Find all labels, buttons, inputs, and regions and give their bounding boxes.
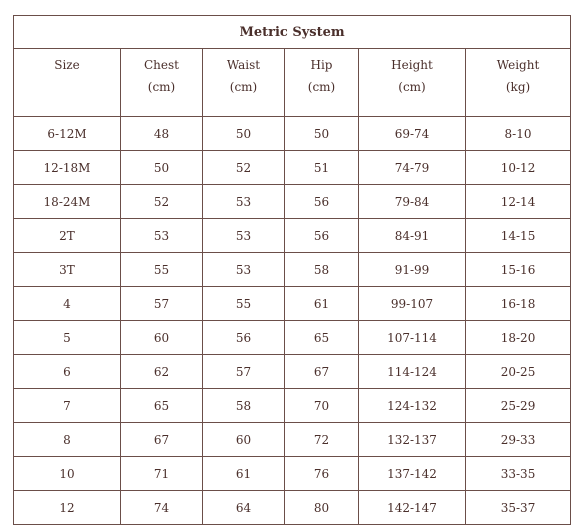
table-body [14,117,571,525]
cell-chest: 52 [121,185,203,219]
column-header-unit: (cm) [398,80,426,94]
table-row [14,185,571,219]
cell-weight: 14-15 [466,219,571,253]
column-header-label: Weight [496,58,540,72]
cell-hip: 70 [285,389,359,423]
column-header-label: Size [54,58,80,72]
column-header-weight [466,49,571,117]
cell-height: 114-124 [359,355,466,389]
cell-size: 8 [14,423,121,457]
table-row [14,457,571,491]
title-row [14,16,571,49]
cell-height: 69-74 [359,117,466,151]
cell-weight: 25-29 [466,389,571,423]
cell-weight: 12-14 [466,185,571,219]
cell-hip: 50 [285,117,359,151]
cell-weight: 16-18 [466,287,571,321]
column-header-unit: (cm) [147,80,176,94]
cell-weight: 10-12 [466,151,571,185]
cell-chest: 55 [121,253,203,287]
cell-waist: 58 [203,389,285,423]
column-header-label: Hip [310,58,333,72]
cell-size: 6 [14,355,121,389]
cell-hip: 58 [285,253,359,287]
cell-waist: 53 [203,253,285,287]
header-row [14,49,571,117]
cell-weight: 15-16 [466,253,571,287]
column-header-unit: (cm) [307,80,336,94]
cell-hip: 61 [285,287,359,321]
table-row [14,355,571,389]
column-header-chest [121,49,203,117]
cell-chest: 53 [121,219,203,253]
cell-weight: 18-20 [466,321,571,355]
cell-weight: 29-33 [466,423,571,457]
table-row [14,321,571,355]
cell-weight: 8-10 [466,117,571,151]
table-row [14,491,571,525]
cell-waist: 56 [203,321,285,355]
cell-chest: 48 [121,117,203,151]
column-header-label: Waist [226,58,261,72]
cell-size: 12 [14,491,121,525]
table-title: Metric System [14,16,571,49]
cell-chest: 57 [121,287,203,321]
cell-size: 3T [14,253,121,287]
cell-chest: 67 [121,423,203,457]
cell-size: 7 [14,389,121,423]
cell-height: 132-137 [359,423,466,457]
cell-hip: 51 [285,151,359,185]
cell-weight: 20-25 [466,355,571,389]
cell-waist: 64 [203,491,285,525]
cell-waist: 60 [203,423,285,457]
cell-size: 18-24M [14,185,121,219]
cell-weight: 35-37 [466,491,571,525]
column-header-unit: (kg) [505,80,531,94]
cell-height: 99-107 [359,287,466,321]
cell-hip: 72 [285,423,359,457]
cell-hip: 67 [285,355,359,389]
cell-height: 142-147 [359,491,466,525]
cell-waist: 53 [203,185,285,219]
cell-height: 84-91 [359,219,466,253]
cell-waist: 61 [203,457,285,491]
cell-size: 10 [14,457,121,491]
table-row [14,389,571,423]
cell-chest: 62 [121,355,203,389]
cell-weight: 33-35 [466,457,571,491]
cell-waist: 53 [203,219,285,253]
cell-height: 91-99 [359,253,466,287]
cell-height: 124-132 [359,389,466,423]
cell-size: 4 [14,287,121,321]
table-row [14,253,571,287]
cell-chest: 50 [121,151,203,185]
cell-hip: 56 [285,219,359,253]
table-row [14,151,571,185]
size-chart-table [13,15,571,525]
column-header-waist [203,49,285,117]
cell-hip: 80 [285,491,359,525]
cell-waist: 50 [203,117,285,151]
table-row [14,117,571,151]
cell-size: 12-18M [14,151,121,185]
cell-size: 5 [14,321,121,355]
cell-hip: 65 [285,321,359,355]
cell-height: 137-142 [359,457,466,491]
cell-height: 107-114 [359,321,466,355]
column-header-label: Chest [144,58,179,72]
column-header-height [359,49,466,117]
cell-chest: 74 [121,491,203,525]
cell-waist: 52 [203,151,285,185]
cell-size: 6-12M [14,117,121,151]
cell-waist: 55 [203,287,285,321]
table-row [14,219,571,253]
cell-chest: 65 [121,389,203,423]
cell-hip: 56 [285,185,359,219]
column-header-unit: (cm) [229,80,258,94]
cell-chest: 71 [121,457,203,491]
column-header-hip [285,49,359,117]
cell-chest: 60 [121,321,203,355]
cell-hip: 76 [285,457,359,491]
cell-size: 2T [14,219,121,253]
table-row [14,287,571,321]
cell-height: 74-79 [359,151,466,185]
table-row [14,423,571,457]
cell-waist: 57 [203,355,285,389]
column-header-size [14,49,121,117]
column-header-label: Height [391,58,433,72]
cell-height: 79-84 [359,185,466,219]
